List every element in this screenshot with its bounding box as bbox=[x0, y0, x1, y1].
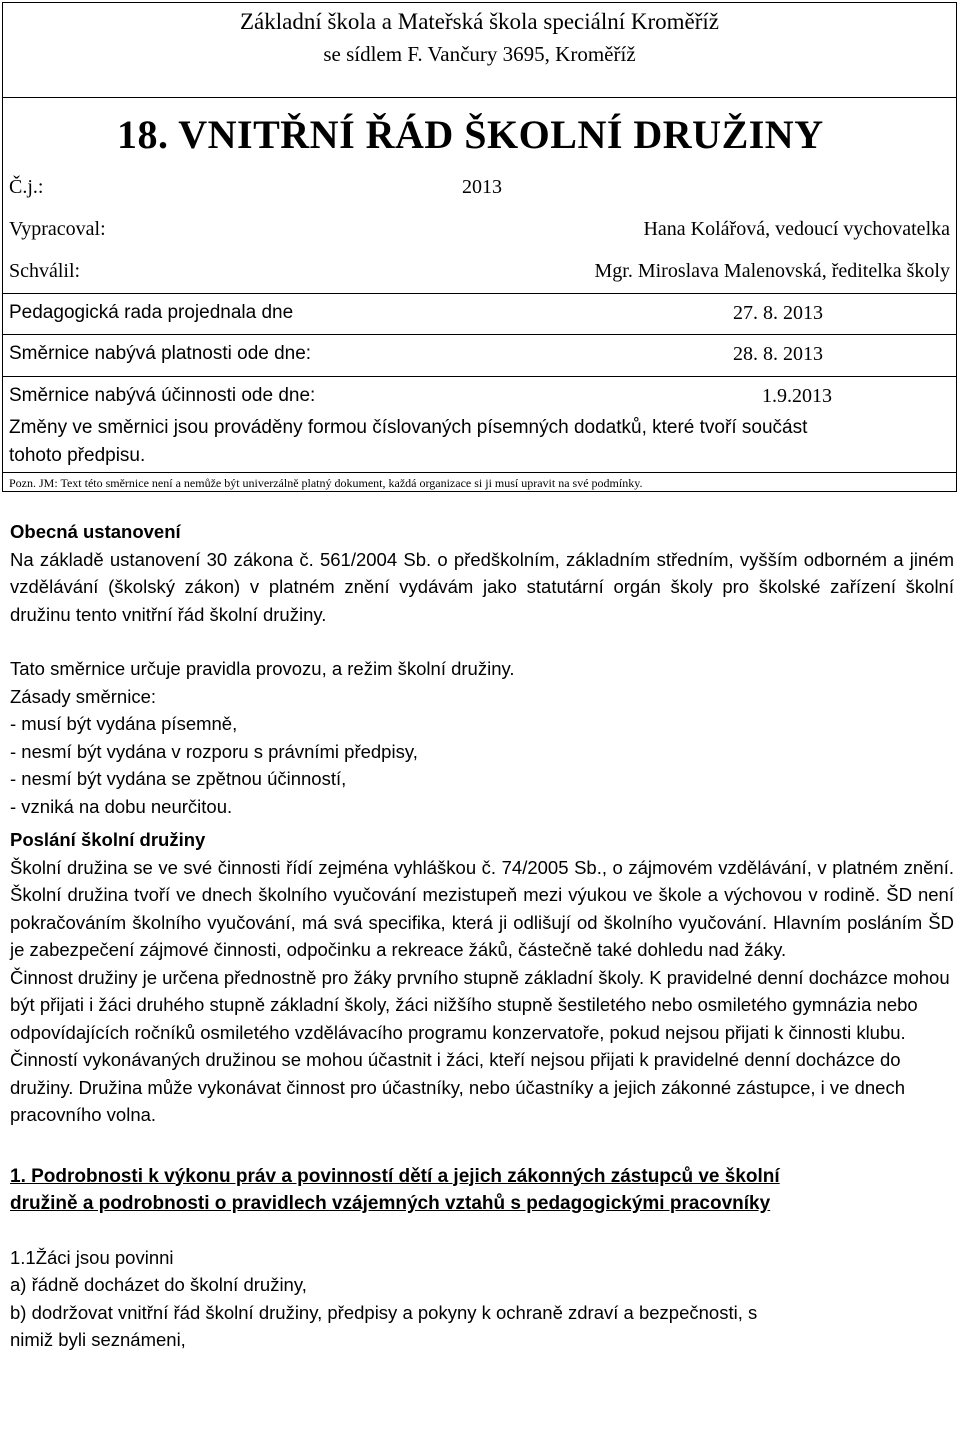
cj-label: Č.j.: bbox=[9, 176, 44, 198]
organization-address: se sídlem F. Vančury 3695, Kroměříž bbox=[323, 42, 636, 66]
general-provisions-paragraph: Na základě ustanovení 30 zákona č. 561/2004 Sb. o předškolním, základním středním, vyšším odborném a jiném vzdělávání (školský zákon) v platném znění vydávám jako statutární orgán školy pro školské zařízení školní družinu tento vnitřní řád školní družiny. bbox=[10, 548, 954, 625]
duty-item-b-line2: nimiž byli seznámeni, bbox=[10, 1329, 186, 1350]
principle-item: - nesmí být vydána se zpětnou účinností, bbox=[10, 768, 347, 789]
section-1-title-line1: 1. Podrobnosti k výkonu práv a povinností dětí a jejich zákonných zástupců ve školní bbox=[10, 1165, 780, 1187]
council-date-label: Pedagogická rada projednala dne bbox=[9, 302, 294, 323]
spacer bbox=[10, 1129, 954, 1163]
header-divider bbox=[3, 293, 956, 294]
duty-item-b-line1: b) dodržovat vnitřní řád školní družiny, předpisy a pokyny k ochraně zdraví a bezpečnosti, s bbox=[10, 1301, 758, 1323]
header-divider bbox=[3, 97, 956, 98]
principle-item: - musí být vydána písemně, bbox=[10, 713, 238, 734]
document-header-box bbox=[2, 2, 957, 492]
scope-paragraph: Tato směrnice určuje pravidla provozu, a režim školní družiny. bbox=[10, 658, 515, 679]
organization-name: Základní škola a Mateřská škola speciální Kroměříž bbox=[239, 9, 719, 34]
effect-date-label: Směrnice nabývá účinnosti ode dne: bbox=[9, 385, 316, 406]
header-divider bbox=[3, 376, 956, 377]
section-1-title-line2: družině a podrobnosti o pravidlech vzájemných vztahů s pedagogickými pracovníky bbox=[10, 1193, 771, 1214]
document-body bbox=[10, 518, 954, 1354]
spacer bbox=[10, 628, 954, 655]
changes-note-line2: tohoto předpisu. bbox=[9, 445, 146, 466]
principles-label: Zásady směrnice: bbox=[10, 685, 156, 707]
header-divider bbox=[3, 334, 956, 335]
changes-note-line1: Změny ve směrnici jsou prováděny formou číslovaných písemných dodatků, které tvoří součást bbox=[9, 417, 808, 438]
duty-item-a: a) řádně docházet do školní družiny, bbox=[10, 1274, 307, 1295]
council-date-value: 27. 8. 2013 bbox=[733, 302, 823, 324]
mission-paragraph-2: Činnost družiny je určena přednostně pro žáky prvního stupně základní školy. K pravidelné denní docházce mohou být přijati i žáci druhého stupně základní školy, žáci nižšího stupně šestiletého nebo osmiletého gymnázia nebo odpovídajících ročníků osmiletého vzdělávacího programu konzervatoře, pokud nejsou přijati k činnosti klubu. Činností vykonávaných družinou se mohou účastnit i žáci, kteří nejsou přijati k pravidelné denní docházce do družiny. Družina může vykonávat činnost pro účastníky, nebo účastníky a jejich zákonné zástupce, i ve dnech pracovního volna. bbox=[10, 966, 950, 1125]
general-provisions-heading: Obecná ustanovení bbox=[10, 521, 181, 542]
mission-heading: Poslání školní družiny bbox=[10, 829, 206, 850]
prepared-by-label: Vypracoval: bbox=[9, 218, 106, 240]
prepared-by-value: Hana Kolářová, vedoucí vychovatelka bbox=[643, 218, 950, 240]
approved-by-label: Schválil: bbox=[9, 260, 81, 282]
approved-by-value: Mgr. Miroslava Malenovská, ředitelka školy bbox=[594, 260, 950, 282]
mission-paragraph-1: Školní družina se ve své činnosti řídí zejména vyhláškou č. 74/2005 Sb., o zájmovém vzdělávání, v platném znění. Školní družina tvoří ve dnech školního vyučování mezistupeň mezi výukou ve škole a výchovou v rodině. ŠD není pokračováním školního vyučování, má svá specifika, která ji odlišují od školního vyučování. Hlavním posláním ŠD je zabezpečení zájmové činnosti, odpočinku a rekreace žáků, částečně také dohledu nad žáky. bbox=[10, 856, 954, 960]
header-divider bbox=[3, 472, 956, 473]
principle-item: - nesmí být vydána v rozporu s právními předpisy, bbox=[10, 740, 418, 762]
validity-date-label: Směrnice nabývá platnosti ode dne: bbox=[9, 343, 312, 364]
section-1-1-heading: 1.1Žáci jsou povinni bbox=[10, 1246, 174, 1268]
cj-value: 2013 bbox=[462, 176, 502, 198]
spacer bbox=[10, 1218, 954, 1244]
document-title: 18. VNITŘNÍ ŘÁD ŠKOLNÍ DRUŽINY bbox=[117, 112, 824, 157]
effect-date-value: 1.9.2013 bbox=[762, 385, 832, 407]
validity-date-value: 28. 8. 2013 bbox=[733, 343, 823, 365]
author-note: Pozn. JM: Text této směrnice není a nemůže být univerzálně platný dokument, každá organizace si ji musí upravit na své podmínky. bbox=[9, 476, 643, 490]
principle-item: - vzniká na dobu neurčitou. bbox=[10, 795, 233, 817]
